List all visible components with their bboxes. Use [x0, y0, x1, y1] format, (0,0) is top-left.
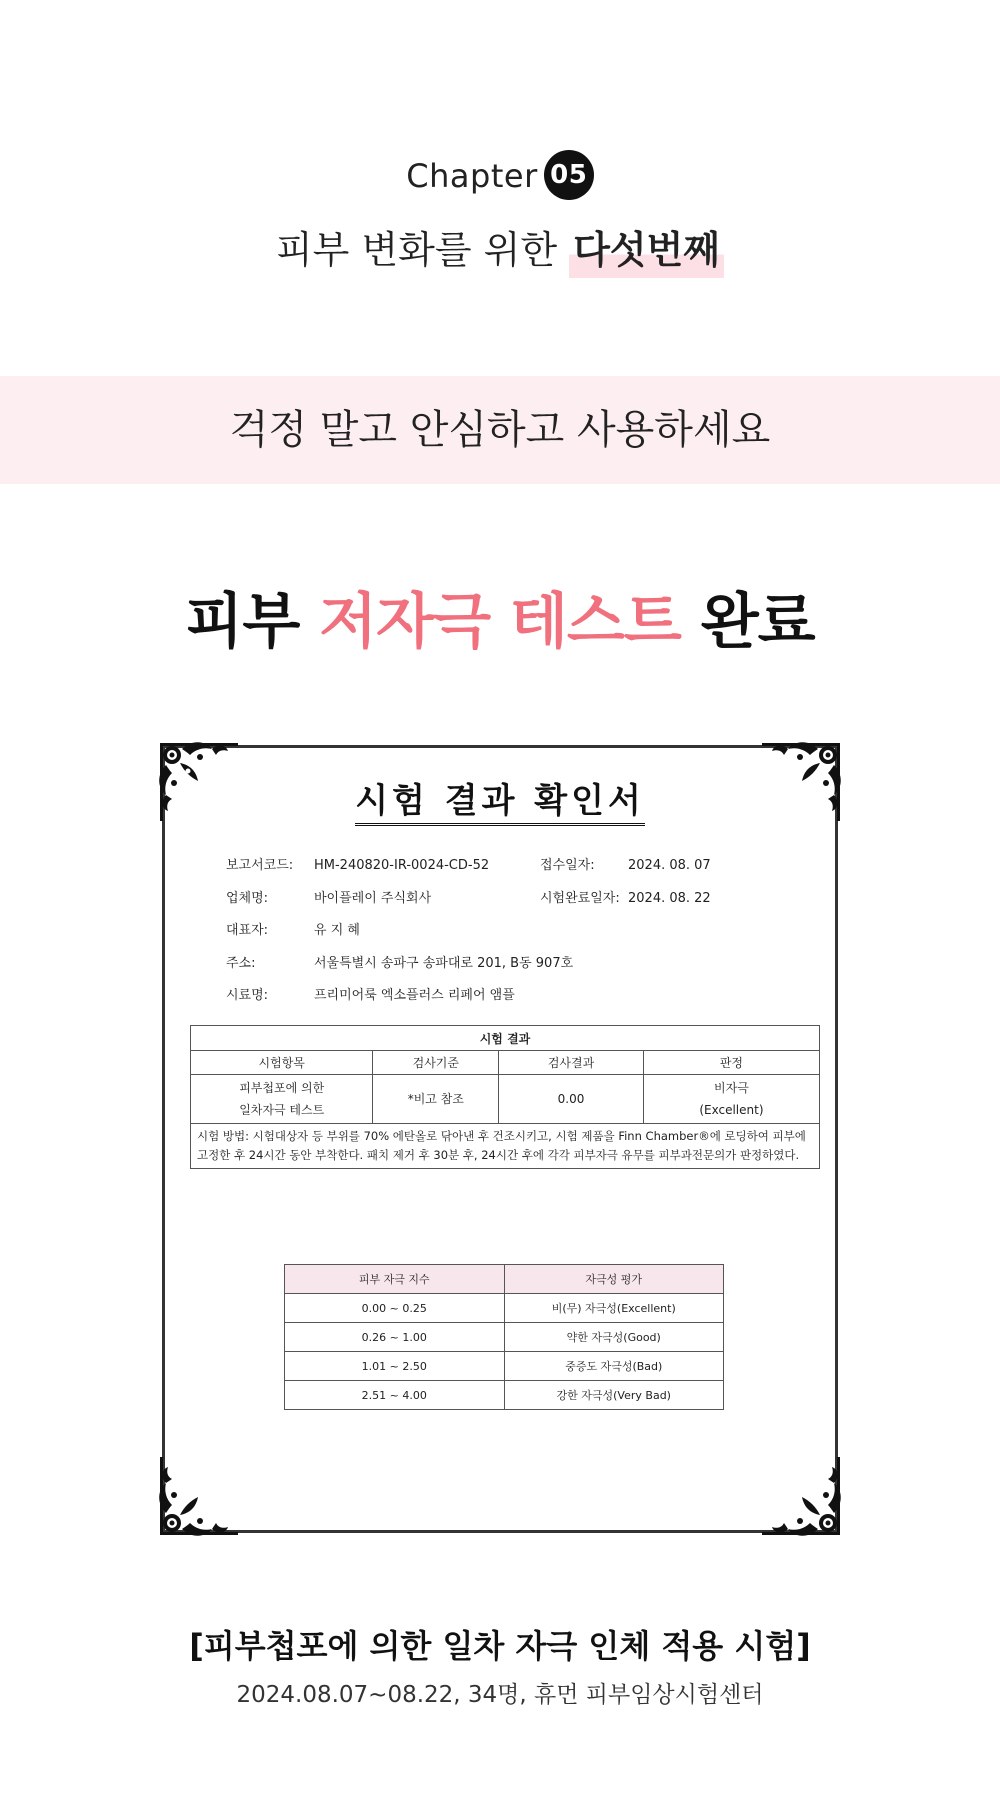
test-certificate	[152, 735, 848, 1543]
test-method-text: 시험 방법: 시험대상자 등 부위를 70% 에탄올로 닦아낸 후 건조시키고, 시험 제품을 Finn Chamber®에 로딩하여 피부에 고정한 후 24시간 동안 부착한다. 패치 제거 후 30분 후, 24시간 후에 각각 피부자극 유무를 피부과전문의가 판정하였다.	[191, 1124, 820, 1169]
completed-date-value: 2024. 08. 22	[628, 890, 711, 906]
chapter-number-badge: 05	[544, 150, 594, 200]
judgment-line1: 비자극	[714, 1081, 749, 1095]
footer-title: [피부첩포에 의한 일차 자극 인체 적용 시험]	[189, 1627, 811, 1665]
info-row	[226, 883, 786, 916]
sample-value: 프리미어룩 엑소플러스 리페어 앰플	[314, 988, 515, 1003]
subheading-prefix: 피부 변화를 위한	[275, 228, 558, 272]
result-table-title: 시험 결과	[191, 1026, 820, 1051]
sample-label: 시료명:	[226, 988, 269, 1003]
info-row	[226, 915, 786, 948]
index-range-cell: 2.51 ~ 4.00	[285, 1381, 505, 1410]
address-label: 주소:	[226, 955, 256, 971]
ornament-icon	[762, 1457, 848, 1543]
received-date-label: 접수일자:	[540, 858, 595, 873]
result-table	[190, 1025, 820, 1169]
info-row	[226, 980, 786, 1013]
footer-detail: 2024.08.07~08.22, 34명, 휴먼 피부임상시험센터	[236, 1682, 764, 1708]
report-code-value: HM-240820-IR-0024-CD-52	[314, 858, 490, 873]
result-cell: 0.00	[499, 1075, 644, 1124]
table-row	[285, 1381, 724, 1410]
table-row	[191, 1075, 820, 1124]
table-row	[285, 1294, 724, 1323]
subheading-emphasis: 다섯번째	[569, 222, 724, 278]
headline-highlight: 저자극 테스트	[319, 587, 681, 657]
test-item-cell	[191, 1075, 373, 1124]
info-row	[226, 948, 786, 981]
report-code-label: 보고서코드:	[226, 858, 294, 873]
column-header: 검사결과	[499, 1051, 644, 1075]
judgment-line2: (Excellent)	[699, 1103, 764, 1117]
irritation-scale-table	[284, 1264, 724, 1410]
table-header-row	[191, 1051, 820, 1075]
column-header: 판정	[643, 1051, 819, 1075]
column-header: 피부 자극 지수	[285, 1265, 505, 1294]
table-row	[285, 1323, 724, 1352]
headline-part1: 피부	[185, 587, 300, 657]
test-item-line2: 일차자극 테스트	[239, 1103, 325, 1117]
index-range-cell: 1.01 ~ 2.50	[285, 1352, 505, 1381]
ceo-label: 대표자:	[226, 923, 269, 938]
column-header: 시험항목	[191, 1051, 373, 1075]
table-row	[285, 1352, 724, 1381]
chapter-text: Chapter	[406, 157, 538, 195]
rating-cell: 중증도 자극성(Bad)	[504, 1352, 724, 1381]
test-item-line1: 피부첩포에 의한	[239, 1081, 325, 1095]
certificate-info	[226, 850, 786, 1013]
headline	[0, 582, 1000, 662]
certificate-title	[152, 773, 848, 822]
table-header-row	[285, 1265, 724, 1294]
index-range-cell: 0.26 ~ 1.00	[285, 1323, 505, 1352]
headline-part2: 완료	[700, 587, 815, 657]
certificate-title-text: 시험 결과 확인서	[355, 781, 645, 826]
company-value: 바이플레이 주식회사	[314, 890, 432, 906]
chapter-label	[0, 152, 1000, 203]
reassurance-band: 걱정 말고 안심하고 사용하세요	[0, 376, 1000, 484]
rating-cell: 강한 자극성(Very Bad)	[504, 1381, 724, 1410]
rating-cell: 비(무) 자극성(Excellent)	[504, 1294, 724, 1323]
received-date-value: 2024. 08. 07	[628, 858, 711, 873]
ceo-value: 유 지 혜	[314, 923, 360, 938]
column-header: 자극성 평가	[504, 1265, 724, 1294]
info-row	[226, 850, 786, 883]
completed-date-label: 시험완료일자:	[540, 890, 620, 906]
rating-cell: 약한 자극성(Good)	[504, 1323, 724, 1352]
column-header: 검사기준	[373, 1051, 499, 1075]
address-value: 서울특별시 송파구 송파대로 201, B동 907호	[314, 955, 574, 971]
ornament-icon	[152, 1457, 238, 1543]
index-range-cell: 0.00 ~ 0.25	[285, 1294, 505, 1323]
judgment-cell	[643, 1075, 819, 1124]
section-subheading	[0, 222, 1000, 278]
criteria-cell: *비고 참조	[373, 1075, 499, 1124]
company-label: 업체명:	[226, 890, 269, 906]
